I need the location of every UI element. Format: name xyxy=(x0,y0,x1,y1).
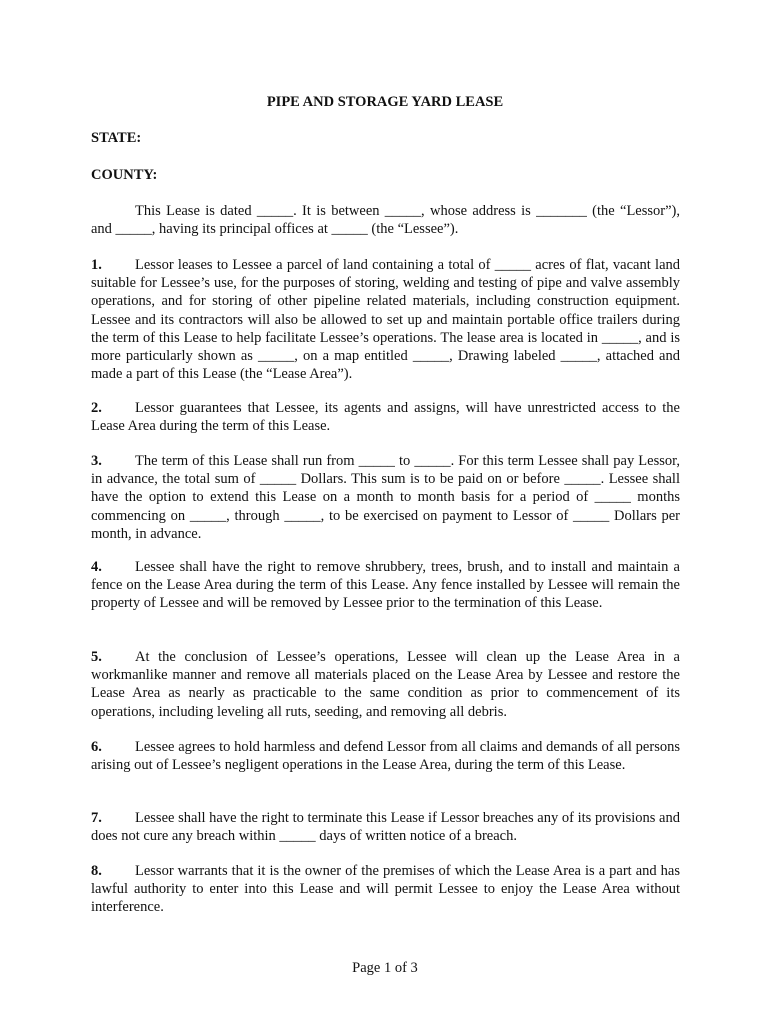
section-text: At the conclusion of Lessee’s operations, Lessee will clean up the Lease Area in a workmanlike manner and remove all materials placed on the Lease Area by Lessee and restore the Lease Area as nearly as practicable to the same condition as prior to commencement of its operations, including leveling all ruts, seeding, and removing all debris. xyxy=(91,649,680,720)
section-number: 6. xyxy=(91,739,102,755)
document-title: PIPE AND STORAGE YARD LEASE xyxy=(266,94,504,110)
section-8 xyxy=(91,862,680,917)
section-number: 3. xyxy=(91,453,102,469)
section-2 xyxy=(91,399,680,435)
intro-paragraph: This Lease is dated _____. It is between _____, whose address is _______ (the “Lessor”), and _____, having its principal offices at _____ (the “Lessee”). xyxy=(91,203,680,238)
section-text: Lessee shall have the right to terminate this Lease if Lessor breaches any of its provisions and does not cure any breach within _____ days of written notice of a breach. xyxy=(91,810,680,845)
section-number: 5. xyxy=(91,649,102,665)
section-3 xyxy=(91,452,680,543)
section-7 xyxy=(91,809,680,845)
section-4 xyxy=(91,558,680,613)
section-6 xyxy=(91,738,680,774)
section-text: Lessee agrees to hold harmless and defend Lessor from all claims and demands of all persons arising out of Lessee’s negligent operations in the Lease Area, during the term of this Lease. xyxy=(91,739,680,774)
section-number: 2. xyxy=(91,400,102,416)
section-text: Lessee shall have the right to remove shrubbery, trees, brush, and to install and maintain a fence on the Lease Area during the term of this Lease. Any fence installed by Lessee will remain the property of Lessee and will be removed by Lessee prior to the termination of this Lease. xyxy=(91,559,680,612)
section-number: 7. xyxy=(91,810,102,826)
section-text: Lessor guarantees that Lessee, its agents and assigns, will have unrestricted access to the Lease Area during the term of this Lease. xyxy=(91,400,680,435)
section-number: 4. xyxy=(91,559,102,575)
section-number: 1. xyxy=(91,257,102,273)
section-text: Lessor leases to Lessee a parcel of land containing a total of _____ acres of flat, vacant land suitable for Lessee’s use, for the purposes of storing, welding and testing of pipe and valve assembly operations, and for storing of other pipeline related materials, including construction equipment. Lessee and its contractors will also be allowed to set up and maintain portable office trailers during the term of this Lease to help facilitate Lessee’s operations. The lease area is located in _____, and is more particularly shown as _____, on a map entitled _____, Drawing labeled _____, attached and made a part of this Lease (the “Lease Area”). xyxy=(91,257,680,383)
section-5 xyxy=(91,648,680,721)
page-number: Page 1 of 3 xyxy=(352,960,418,976)
section-text: Lessor warrants that it is the owner of the premises of which the Lease Area is a part and has lawful authority to enter into this Lease and will permit Lessee to enjoy the Lease Area without interference. xyxy=(91,863,680,916)
section-1 xyxy=(91,256,680,383)
section-text: The term of this Lease shall run from _____ to _____. For this term Lessee shall pay Lessor, in advance, the total sum of _____ Dollars. This sum is to be paid on or before _____. Lessee shall have the option to extend this Lease on a month to month basis for a period of _____ months commencing on _____, through _____, to be exercised on payment to Lessor of _____ Dollars per month, in advance. xyxy=(91,453,680,542)
section-number: 8. xyxy=(91,863,102,879)
county-label: COUNTY: xyxy=(91,167,158,183)
state-label: STATE: xyxy=(91,130,142,146)
